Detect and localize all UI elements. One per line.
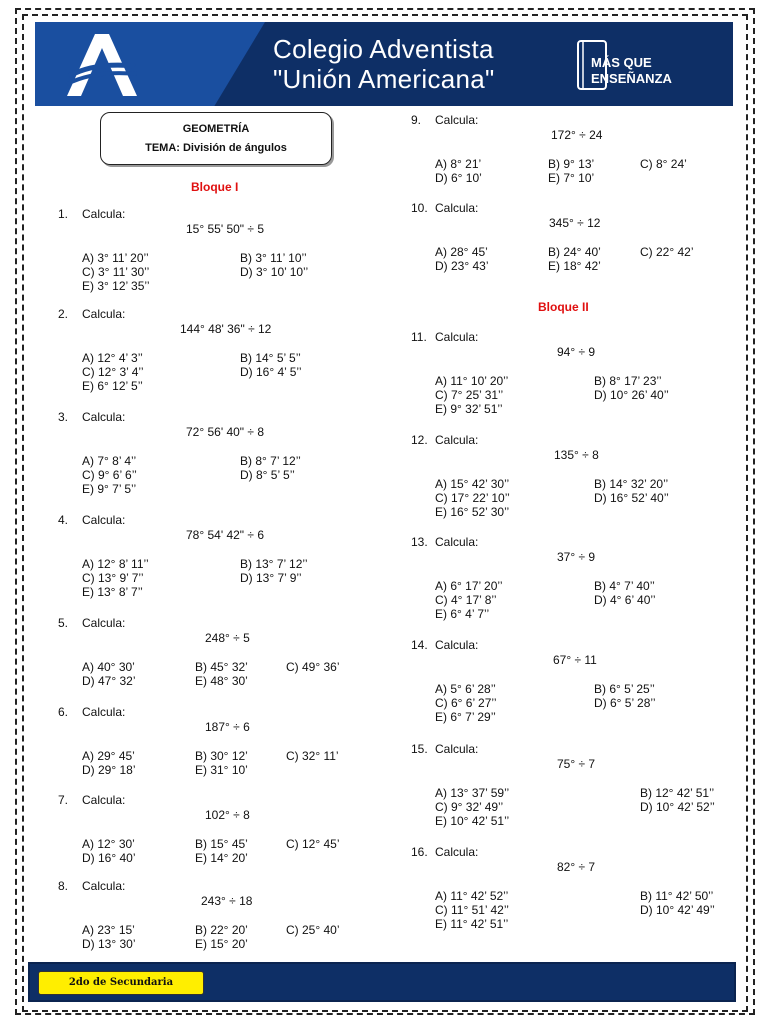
answer-option[interactable]: C) 12° 3’ 4’’ (82, 365, 144, 379)
answer-option[interactable]: B) 22° 20’ (195, 923, 248, 937)
problem-expression: 135° ÷ 8 (554, 448, 599, 462)
problem-number: 4. (58, 513, 69, 527)
answer-option[interactable]: A) 40° 30’ (82, 660, 135, 674)
answer-option[interactable]: D) 8° 5’ 5’’ (240, 468, 295, 482)
problem-expression: 75° ÷ 7 (557, 757, 596, 771)
problem-instruction: Calcula: (435, 201, 479, 215)
answer-option[interactable]: B) 13° 7’ 12’’ (240, 557, 308, 571)
problem-instruction: Calcula: (82, 207, 126, 221)
block-title-1: Bloque I (191, 180, 239, 194)
school-name-line2: "Unión Americana" (273, 64, 495, 94)
grade-badge: 2do de Secundaria (38, 971, 204, 995)
answer-option[interactable]: A) 13° 37’ 59’’ (435, 786, 510, 800)
answer-option[interactable]: B) 45° 32’ (195, 660, 248, 674)
answer-option[interactable]: B) 14° 32’ 20’’ (594, 477, 669, 491)
tagline-line1: MÁS QUE (591, 55, 652, 70)
answer-option[interactable]: D) 16° 40’ (82, 851, 136, 865)
problem-expression: 37° ÷ 9 (557, 550, 596, 564)
answer-option[interactable]: B) 15° 45’ (195, 837, 248, 851)
answer-option[interactable]: C) 22° 42’ (640, 245, 694, 259)
answer-option[interactable]: C) 9° 32’ 49’’ (435, 800, 504, 814)
answer-option[interactable]: B) 30° 12’ (195, 749, 248, 763)
problem-instruction: Calcula: (82, 705, 126, 719)
problem-instruction: Calcula: (435, 535, 479, 549)
problem-number: 7. (58, 793, 69, 807)
answer-option[interactable]: E) 13° 8’ 7’’ (82, 585, 143, 599)
problem-number: 14. (411, 638, 428, 652)
answer-option[interactable]: A) 3° 11’ 20’’ (82, 251, 149, 265)
answer-option[interactable]: A) 15° 42’ 30’’ (435, 477, 510, 491)
answer-option[interactable]: E) 7° 10’ (548, 171, 595, 185)
problem-expression: 72° 56' 40" ÷ 8 (186, 425, 264, 439)
answer-option[interactable]: C) 6° 6’ 27’’ (435, 696, 497, 710)
answer-option[interactable]: B) 8° 17’ 23’’ (594, 374, 662, 388)
tagline (591, 55, 672, 87)
answer-option[interactable]: E) 6° 4’ 7’’ (435, 607, 490, 621)
answer-option[interactable]: B) 6° 5’ 25’’ (594, 682, 655, 696)
answer-option[interactable]: C) 7° 25’ 31’’ (435, 388, 504, 402)
school-logo-icon (65, 32, 139, 98)
answer-option[interactable]: A) 23° 15’ (82, 923, 135, 937)
answer-option[interactable]: C) 3° 11’ 30’’ (82, 265, 150, 279)
answer-option[interactable]: B) 14° 5’ 5’’ (240, 351, 301, 365)
answer-option[interactable]: D) 23° 43’ (435, 259, 489, 273)
answer-option[interactable]: E) 9° 7’ 5’’ (82, 482, 137, 496)
problem-instruction: Calcula: (435, 845, 479, 859)
answer-option[interactable]: D) 16° 52’ 40’’ (594, 491, 669, 505)
topic-title: TEMA: División de ángulos (145, 142, 287, 154)
answer-option[interactable]: C) 13° 9’ 7’’ (82, 571, 144, 585)
answer-option[interactable]: A) 5° 6’ 28’’ (435, 682, 496, 696)
problem-number: 6. (58, 705, 69, 719)
problem-expression: 15° 55' 50" ÷ 5 (186, 222, 264, 236)
subject-title: GEOMETRÍA (182, 123, 250, 135)
answer-option[interactable]: C) 8° 24’ (640, 157, 687, 171)
problem-instruction: Calcula: (82, 793, 126, 807)
problem-instruction: Calcula: (435, 638, 479, 652)
answer-option[interactable]: C) 9° 6’ 6’’ (82, 468, 137, 482)
answer-option[interactable]: A) 11° 42’ 52’’ (435, 889, 509, 903)
problem-number: 15. (411, 742, 428, 756)
answer-option[interactable]: B) 24° 40’ (548, 245, 601, 259)
answer-option[interactable]: E) 3° 12’ 35’’ (82, 279, 150, 293)
problem-expression: 345° ÷ 12 (549, 216, 601, 230)
header-banner (35, 22, 733, 106)
answer-option[interactable]: E) 14° 20’ (195, 851, 248, 865)
worksheet-title-box (100, 112, 332, 165)
answer-option[interactable]: A) 12° 30’ (82, 837, 135, 851)
answer-option[interactable]: B) 8° 7’ 12’’ (240, 454, 301, 468)
problem-expression: 82° ÷ 7 (557, 860, 596, 874)
answer-option[interactable]: A) 29° 45’ (82, 749, 135, 763)
problem-instruction: Calcula: (82, 513, 126, 527)
answer-option[interactable]: E) 48° 30’ (195, 674, 248, 688)
answer-option[interactable]: A) 6° 17’ 20’’ (435, 579, 503, 593)
answer-option[interactable]: E) 16° 52’ 30’’ (435, 505, 510, 519)
answer-option[interactable]: D) 10° 42’ 52’’ (640, 800, 715, 814)
answer-option[interactable]: B) 12° 42’ 51’’ (640, 786, 715, 800)
answer-option[interactable]: E) 10° 42’ 51’’ (435, 814, 510, 828)
problem-number: 11. (411, 330, 427, 344)
problem-expression: 78° 54' 42" ÷ 6 (186, 528, 264, 542)
problem-instruction: Calcula: (82, 616, 126, 630)
answer-option[interactable]: D) 13° 7’ 9’’ (240, 571, 302, 585)
answer-option[interactable]: A) 8° 21’ (435, 157, 482, 171)
problem-expression: 243° ÷ 18 (201, 894, 253, 908)
block-title-2: Bloque II (538, 300, 589, 314)
answer-option[interactable]: D) 47° 32’ (82, 674, 136, 688)
problem-number: 8. (58, 879, 69, 893)
footer-bar (28, 962, 736, 1002)
answer-option[interactable]: C) 25° 40’ (286, 923, 340, 937)
answer-option[interactable]: A) 11° 10’ 20’’ (435, 374, 509, 388)
answer-option[interactable]: E) 11° 42’ 51’’ (435, 917, 509, 931)
problem-number: 16. (411, 845, 428, 859)
problem-expression: 102° ÷ 8 (205, 808, 250, 822)
school-name (273, 34, 495, 94)
answer-option[interactable]: E) 6° 12’ 5’’ (82, 379, 143, 393)
problem-expression: 67° ÷ 11 (553, 653, 597, 667)
problem-instruction: Calcula: (82, 410, 126, 424)
problem-number: 1. (58, 207, 69, 221)
problem-instruction: Calcula: (435, 742, 479, 756)
answer-option[interactable]: E) 18° 42’ (548, 259, 601, 273)
answer-option[interactable]: C) 4° 17’ 8’’ (435, 593, 497, 607)
answer-option[interactable]: B) 9° 13’ (548, 157, 595, 171)
answer-option[interactable]: E) 31° 10’ (195, 763, 248, 777)
answer-option[interactable]: B) 4° 7’ 40’’ (594, 579, 655, 593)
tagline-line2: ENSEÑANZA (591, 71, 672, 86)
problem-instruction: Calcula: (435, 113, 479, 127)
answer-option[interactable]: E) 15° 20’ (195, 937, 248, 951)
problem-expression: 144° 48' 36" ÷ 12 (180, 322, 272, 336)
problem-expression: 172° ÷ 24 (551, 128, 603, 142)
problem-number: 10. (411, 201, 428, 215)
problem-number: 9. (411, 113, 422, 127)
problem-expression: 187° ÷ 6 (205, 720, 250, 734)
answer-option[interactable]: C) 49° 36’ (286, 660, 340, 674)
answer-option[interactable]: D) 6° 5’ 28’’ (594, 696, 656, 710)
answer-option[interactable]: B) 3° 11’ 10’’ (240, 251, 307, 265)
answer-option[interactable]: D) 29° 18’ (82, 763, 136, 777)
problem-expression: 94° ÷ 9 (557, 345, 596, 359)
problem-instruction: Calcula: (82, 879, 126, 893)
answer-option[interactable]: C) 11° 51’ 42’’ (435, 903, 509, 917)
answer-option[interactable]: A) 12° 8’ 11’’ (82, 557, 149, 571)
problem-instruction: Calcula: (435, 433, 479, 447)
school-name-line1: Colegio Adventista (273, 34, 494, 64)
answer-option[interactable]: D) 6° 10’ (435, 171, 482, 185)
answer-option[interactable]: C) 12° 45’ (286, 837, 340, 851)
problem-number: 5. (58, 616, 69, 630)
answer-option[interactable]: A) 28° 45’ (435, 245, 488, 259)
answer-option[interactable]: D) 10° 42’ 49’’ (640, 903, 715, 917)
problem-number: 13. (411, 535, 428, 549)
answer-option[interactable]: A) 7° 8’ 4’’ (82, 454, 137, 468)
problem-number: 2. (58, 307, 69, 321)
answer-option[interactable]: D) 4° 6’ 40’’ (594, 593, 656, 607)
answer-option[interactable]: A) 12° 4’ 3’’ (82, 351, 143, 365)
problem-instruction: Calcula: (82, 307, 126, 321)
answer-option[interactable]: D) 16° 4’ 5’’ (240, 365, 302, 379)
answer-option[interactable]: B) 11° 42’ 50’’ (640, 889, 714, 903)
answer-option[interactable]: D) 10° 26’ 40’’ (594, 388, 669, 402)
problem-instruction: Calcula: (435, 330, 479, 344)
problem-expression: 248° ÷ 5 (205, 631, 250, 645)
answer-option[interactable]: E) 6° 7’ 29’’ (435, 710, 496, 724)
answer-option[interactable]: C) 32° 11’ (286, 749, 339, 763)
answer-option[interactable]: E) 9° 32’ 51’’ (435, 402, 503, 416)
problem-number: 3. (58, 410, 69, 424)
answer-option[interactable]: C) 17° 22’ 10’’ (435, 491, 510, 505)
answer-option[interactable]: D) 13° 30’ (82, 937, 136, 951)
answer-option[interactable]: D) 3° 10’ 10’’ (240, 265, 309, 279)
problem-number: 12. (411, 433, 428, 447)
